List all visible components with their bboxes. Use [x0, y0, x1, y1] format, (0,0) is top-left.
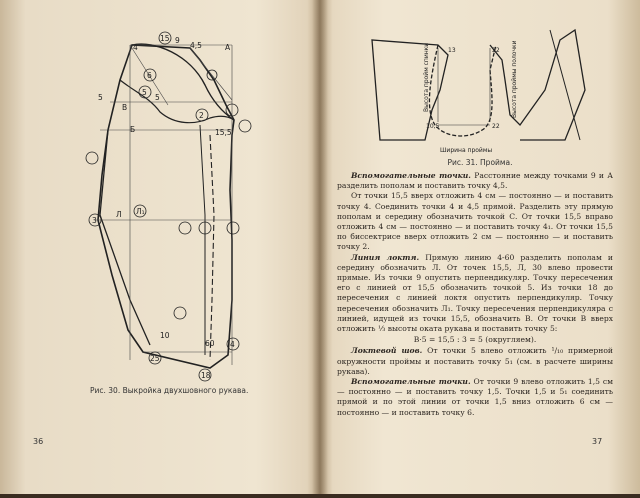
front-seam [210, 135, 214, 360]
label-v: В [122, 103, 128, 112]
paragraph-5-heading: Вспомогательные точки. [351, 377, 471, 387]
label-15: 15 [160, 34, 170, 43]
label-a: А [225, 43, 231, 52]
label-15-5: 15,5 [215, 128, 232, 137]
sleeve-pattern-figure [0, 0, 320, 494]
label-4-5: 4,5 [190, 41, 202, 50]
paragraph-5-text: От точки 9 влево отложить 1,5 см — постоянно — и поставить точку 1,5. Точки 1,5 и 5₁ соединить прямой и по этой линии от точки 1,5 вниз отложить 6 см — постоянно — и поставить точку 6. [337, 377, 614, 417]
label-armhole-width: Ширина проймы [440, 147, 493, 154]
label-22-b: 22 [492, 123, 500, 130]
label-5-a: 5 [142, 88, 147, 97]
body-text [337, 171, 613, 418]
label-2: 2 [199, 111, 204, 120]
label-60: 60 [205, 339, 215, 348]
paragraph-2-text: От точки 15,5 вверх отложить 4 см — постоянно — и поставить точку 4. Соединить точки 4 и 4,5 прямой. Разделить эту прямую пополам и середину обозначить точкой С. От точки 15,5 вправо отложить 4 см — постоянно — и поставить точку 4₁. От точки 15,5 по биссектрисе вверх отложить 2 см — постоянно — и поставить точку 2. [337, 191, 613, 252]
label-10: 10 [160, 331, 170, 340]
paragraph-4 [337, 346, 613, 377]
front-seam-2 [200, 125, 205, 355]
figure-30-caption: Рис. 30. Выкройка двухшовного рукава. [90, 386, 249, 395]
label-25: 25 [150, 354, 160, 363]
formula-line [337, 335, 613, 345]
label-l: Л [116, 210, 122, 219]
sleeve-outline [98, 45, 234, 368]
label-back-height: Высота пройм спинки [423, 42, 430, 112]
paragraph-1-text: Расстояние между точками 9 и А разделить пополам и поставить точку 4,5. [337, 171, 614, 191]
label-l1: Л₁ [136, 207, 145, 216]
paragraph-3-text: Прямую линию 4-60 разделить пополам и середину обозначить Л. От точек 15,5, Л, 30 влево провести прямые. Из точки 9 опустить перпендикуляр. Точку пересечения его с линией от 15,5 обозначить точкой 5. Из точки 18 до пересечения с линией локтя опустить перпендикуляр. Точку пересечения обозначить Л₁. Точку пересечения перпендикуляра с линией, идущей из точки 15,5, обозначить В. От точки В вверх отложить ⅓ высоты оката рукава и поставить точку 5: [337, 252, 613, 334]
formula-text: В·5 = 15,5 : 3 = 5 (округляем). [413, 335, 537, 345]
label-9: 9 [175, 36, 180, 45]
grid-diag-2 [190, 48, 232, 100]
label-b: Б [130, 125, 136, 134]
paragraph-1 [337, 171, 613, 191]
paragraph-3-heading: Линия локтя. [351, 252, 420, 262]
label-3: 3 [92, 216, 97, 225]
label-6: 6 [147, 71, 152, 80]
front-panel [490, 30, 585, 140]
figure-31-caption: Рис. 31. Пройма. [447, 158, 513, 167]
page-number-left: 36 [33, 437, 44, 446]
sleeve-cap-curve [132, 44, 234, 120]
label-4: 4 [133, 43, 138, 52]
label-18: 18 [201, 371, 211, 380]
paragraph-4-text: От точки 5 влево отложить ¹/₁₀ примерной окружности проймы и поставить точку 5₁ (см. в расчете ширины рукава). [337, 346, 613, 376]
front-right [550, 30, 580, 140]
paragraph-2 [337, 191, 613, 252]
label-front-height: Высота проймы полочки [511, 40, 518, 118]
elbow-seam [100, 130, 150, 345]
paragraph-4-heading: Локтевой шов. [351, 346, 423, 356]
label-13: 13 [448, 47, 456, 54]
paragraph-5 [337, 377, 613, 418]
left-page [0, 0, 320, 494]
armhole-figure [320, 0, 640, 160]
paragraph-3 [337, 253, 613, 335]
label-10-5: 10,5 [426, 123, 440, 130]
paragraph-1-heading: Вспомогательные точки. [351, 171, 471, 180]
label-5-b: 5 [155, 93, 160, 102]
label-22: 22 [492, 47, 500, 54]
label-4-bottom: 4 [230, 340, 235, 349]
page-number-right: 37 [592, 437, 603, 446]
label-5-left: 5 [98, 93, 103, 102]
